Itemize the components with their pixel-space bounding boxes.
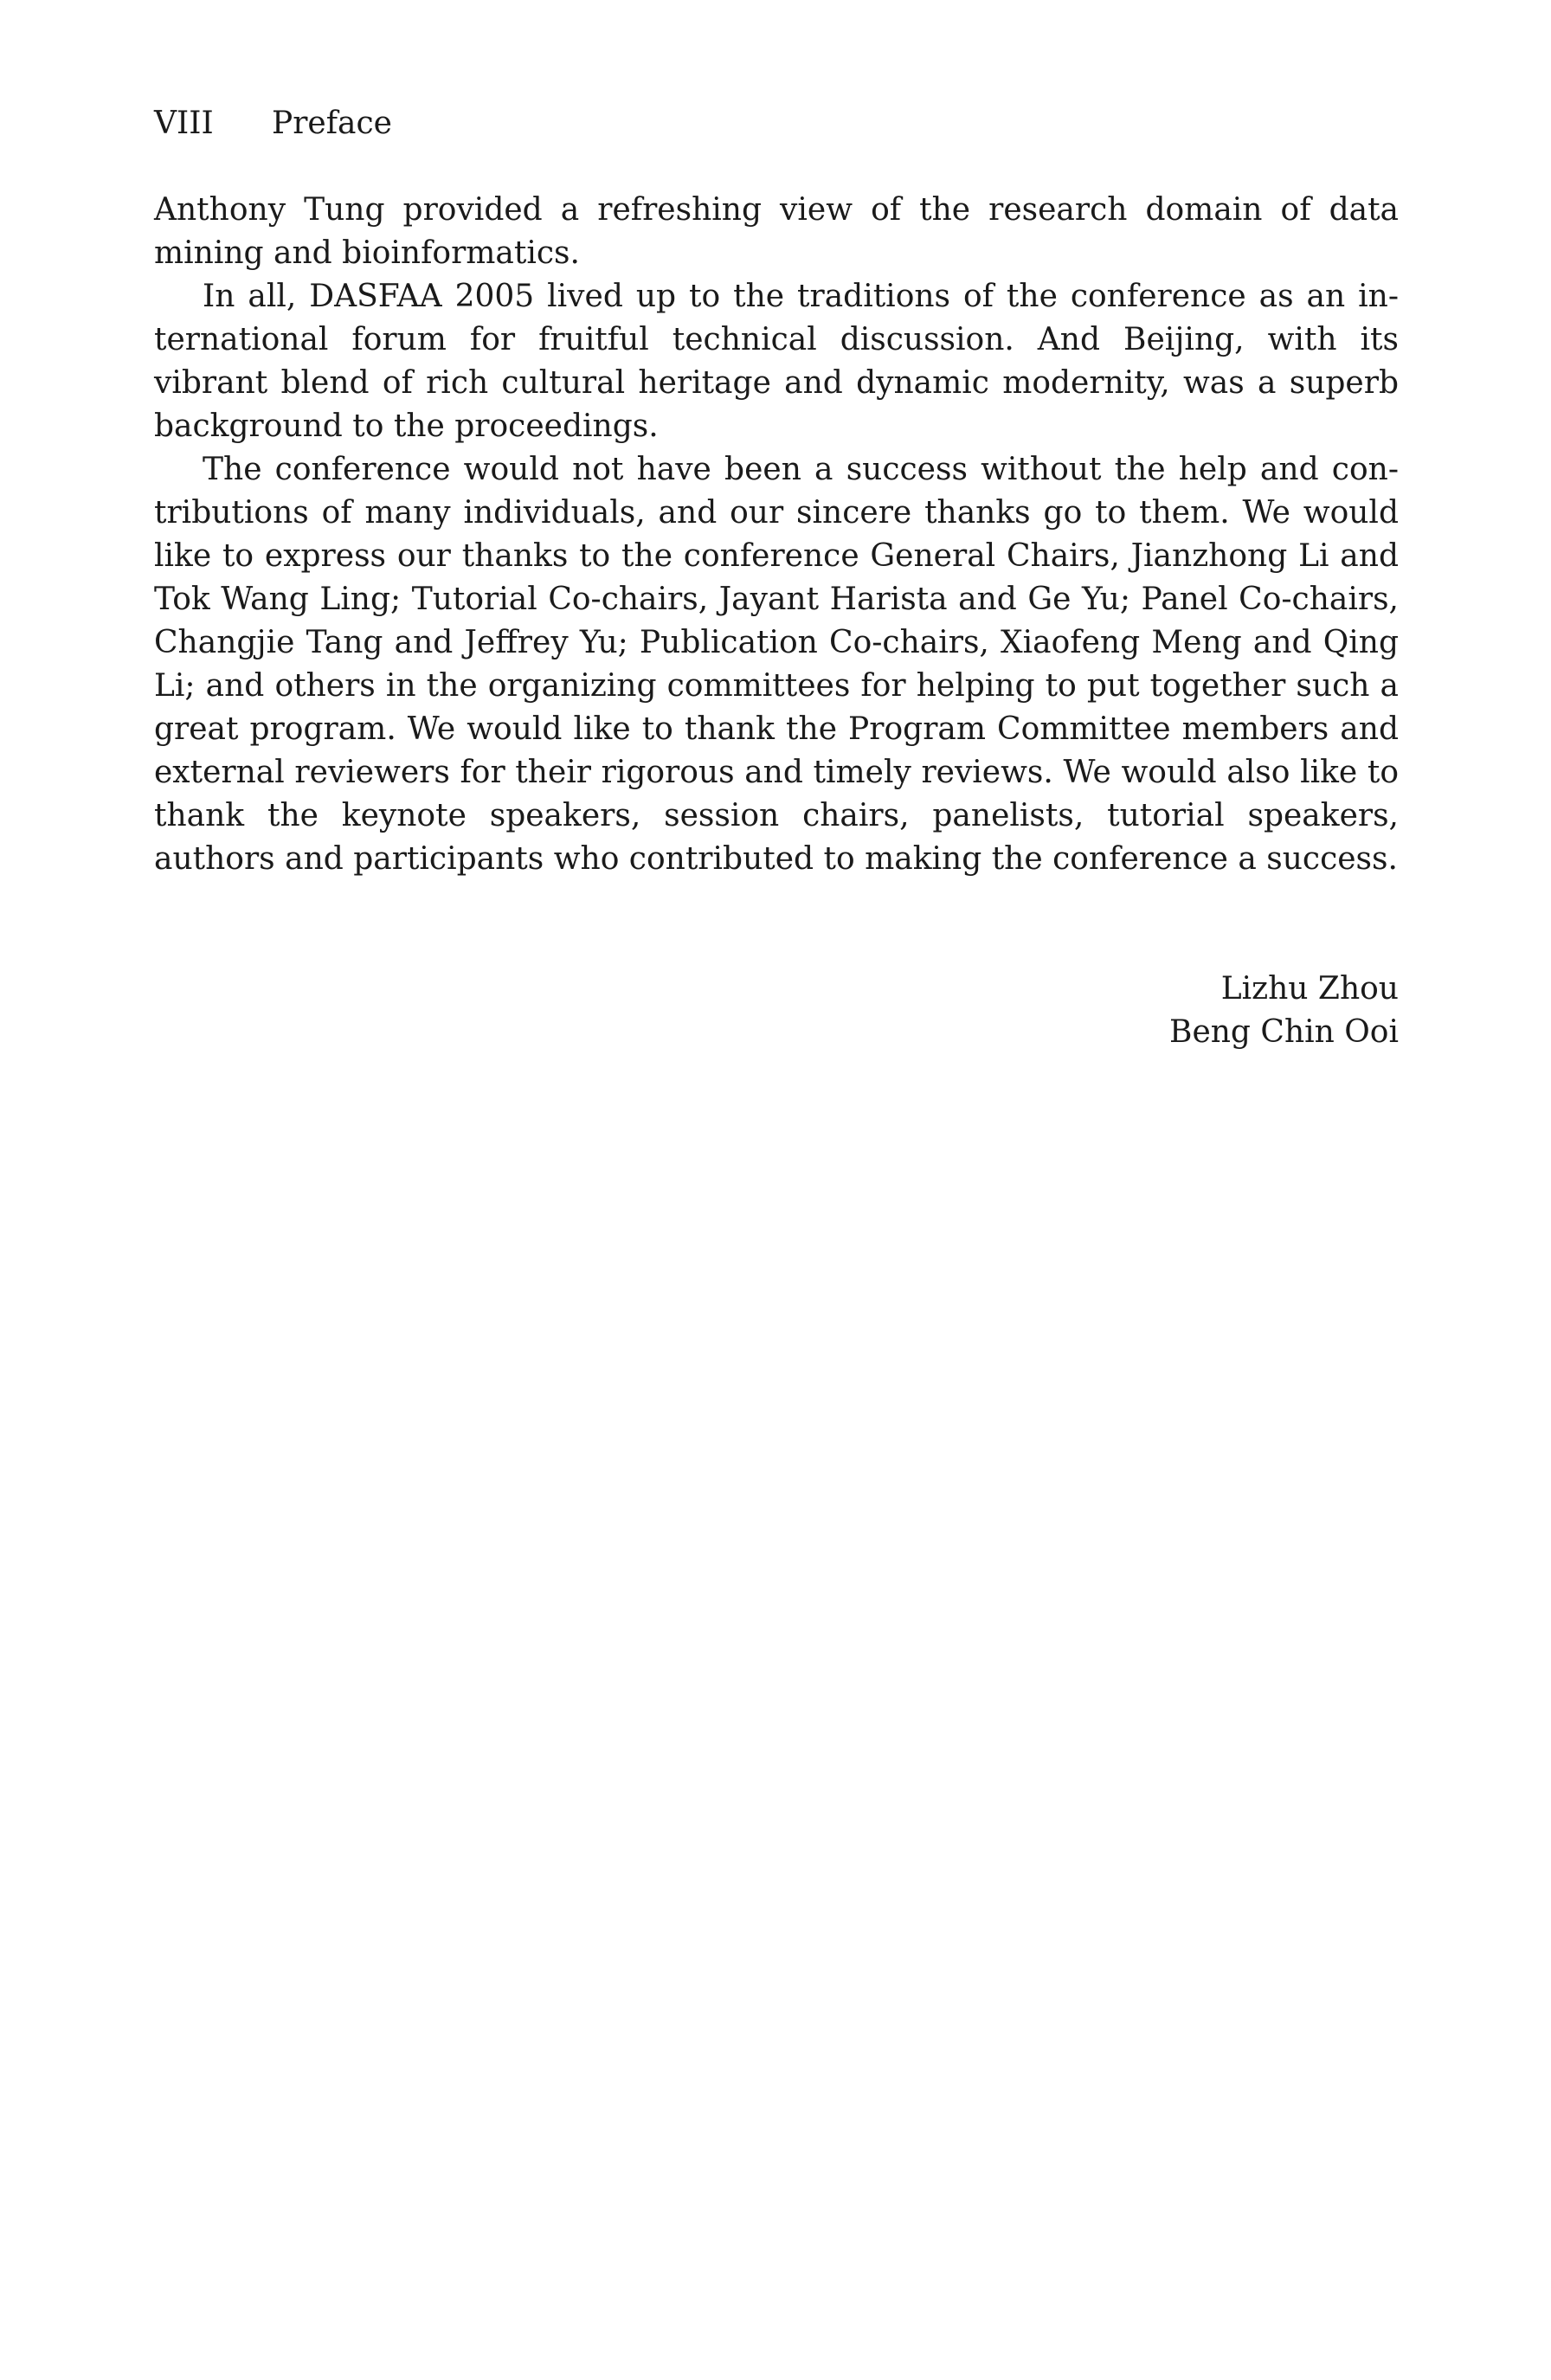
signatory-name: Lizhu Zhou	[1220, 971, 1399, 1007]
signatory-name: Beng Chin Ooi	[1168, 1014, 1399, 1050]
body-text	[154, 189, 1399, 881]
signature-block	[1169, 968, 1399, 1054]
running-head	[154, 102, 392, 145]
paragraph-acknowledgements: The conference would not have been a success without the help and contributions of many individuals, and our sincere thanks go to them. We would like to express our thanks to the conference General Chairs, Jianzhong Li and Tok Wang Ling; Tutorial Co-chairs, Jayant Harista and Ge Yu; Panel Co-chairs, Changjie Tang and Jeffrey Yu; Publication Co-chairs, Xiaofeng Meng and Qing Li; and others in the organizing committees for helping to put together such a great program. We would like to thank the Program Committee members and external reviewers for their rigorous and timely reviews. We would also like to thank the keynote speakers, session chairs, panelists, tutorial speakers, authors and participants who contributed to making the conference a success.	[154, 452, 1399, 877]
page-number: VIII	[154, 106, 214, 141]
section-title: Preface	[272, 106, 392, 141]
paragraph-continuation: Anthony Tung provided a refreshing view of the research domain of data mining and bioinformatics.	[154, 192, 1399, 271]
paragraph-conference-summary: In all, DASFAA 2005 lived up to the traditions of the conference as an international forum for fruitful technical discussion. And Beijing, with its vibrant blend of rich cultural heritage and dynamic modernity, was a superb background to the proceedings.	[154, 279, 1399, 444]
